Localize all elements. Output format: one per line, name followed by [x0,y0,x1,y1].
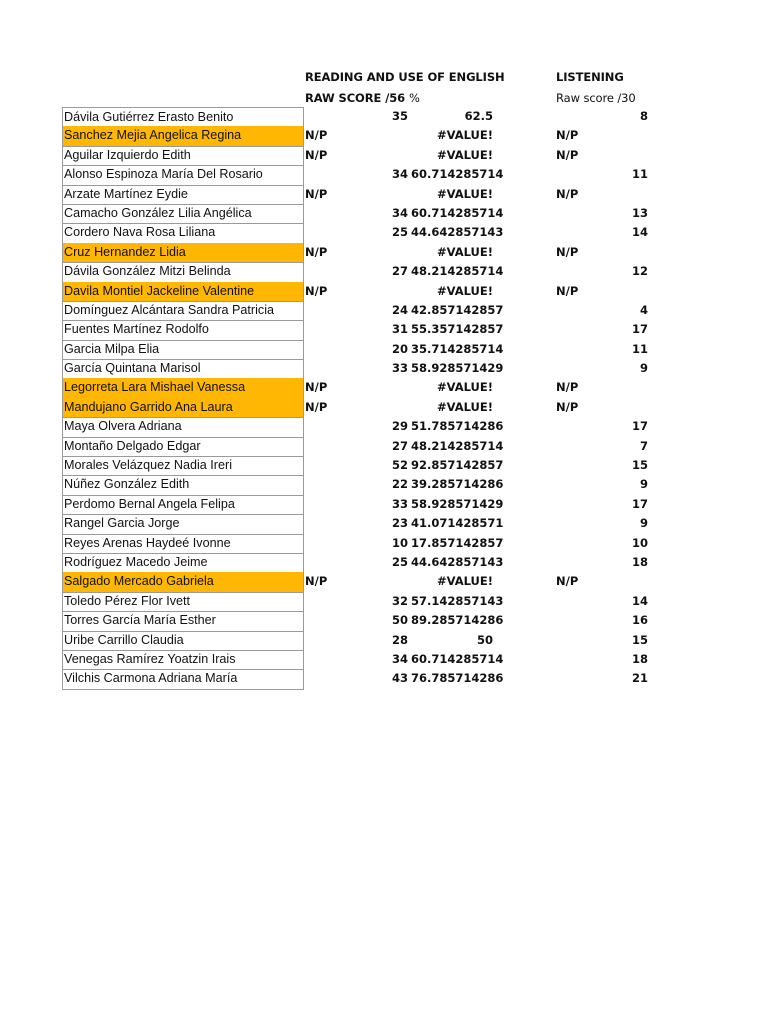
student-name-cell[interactable]: Cordero Nava Rosa Liliana [62,223,304,243]
listening-raw-score-cell[interactable]: 14 [631,225,648,240]
table-row [0,534,768,553]
table-row [0,282,768,301]
table-row [0,592,768,611]
reading-percent-cell[interactable]: #VALUE! [436,128,493,143]
reading-percent-cell[interactable]: 55.357142857 [411,322,504,337]
reading-percent-cell[interactable]: 92.857142857 [411,458,504,473]
reading-percent-cell[interactable]: 51.785714286 [411,419,504,434]
table-row [0,223,768,242]
reading-raw-score-cell[interactable]: 25 [391,554,408,569]
table-row [0,398,768,417]
reading-percent-cell[interactable]: 58.928571429 [411,361,504,376]
reading-percent-cell[interactable]: 41.071428571 [411,516,504,531]
reading-percent-cell[interactable]: 57.142857143 [411,593,504,608]
reading-percent-cell[interactable]: 35.714285714 [411,341,504,356]
listening-raw-score-cell[interactable]: 9 [639,477,648,492]
listening-raw-score-header: Raw score /30 [556,91,636,105]
table-row [0,301,768,320]
table-row [0,204,768,223]
reading-percent-cell[interactable]: 62.5 [464,109,493,123]
student-name-cell[interactable]: Garcia Milpa Elia [62,340,304,360]
listening-raw-score-cell[interactable]: 11 [631,341,648,356]
reading-raw-score-cell[interactable]: 50 [391,613,408,628]
student-name-cell[interactable]: García Quintana Marisol [62,359,304,379]
listening-raw-score-cell[interactable]: 16 [631,613,648,628]
table-row [0,669,768,688]
reading-raw-score-cell[interactable]: 27 [391,438,408,453]
table-row [0,146,768,165]
reading-raw-score-cell[interactable]: 33 [391,496,408,511]
reading-raw-score-cell[interactable]: 28 [391,632,408,647]
listening-np-cell[interactable]: N/P [556,128,579,143]
reading-np-cell[interactable]: N/P [305,128,328,143]
reading-percent-cell[interactable]: 58.928571429 [411,496,504,511]
reading-raw-score-cell[interactable]: 24 [391,302,408,317]
student-score-table [0,107,768,689]
student-name-cell[interactable]: Cruz Hernandez Lidia [62,243,304,263]
reading-raw-score-cell[interactable]: 27 [391,264,408,279]
reading-raw-score-cell[interactable]: 52 [391,458,408,473]
listening-raw-score-cell[interactable]: 7 [639,438,648,453]
student-name-cell[interactable]: Torres García María Esther [62,611,304,631]
table-row [0,572,768,591]
listening-raw-score-cell[interactable]: 21 [631,671,648,686]
reading-np-cell[interactable]: N/P [305,147,328,162]
reading-raw-score-cell[interactable]: 31 [391,322,408,337]
reading-raw-score-cell[interactable]: 22 [391,477,408,492]
reading-np-cell[interactable]: N/P [305,283,328,298]
student-name-cell[interactable]: Vilchis Carmona Adriana María [62,669,304,689]
student-name-cell[interactable]: Núñez González Edith [62,475,304,495]
table-row [0,165,768,184]
table-row [0,320,768,339]
reading-percent-cell[interactable]: #VALUE! [436,283,493,298]
reading-percent-cell[interactable]: 76.785714286 [411,671,504,686]
table-row [0,456,768,475]
reading-percent-cell[interactable]: 89.285714286 [411,613,504,628]
student-name-cell[interactable]: Uribe Carrillo Claudia [62,631,304,651]
reading-percent-cell[interactable]: 50 [476,632,493,647]
percent-header: % [409,91,420,105]
table-row [0,611,768,630]
reading-np-cell[interactable]: N/P [305,380,328,395]
student-name-cell[interactable]: Morales Velázquez Nadia Ireri [62,456,304,476]
listening-raw-score-cell[interactable]: 13 [631,205,648,220]
student-name-cell[interactable]: Toledo Pérez Flor Ivett [62,592,304,612]
student-name-cell[interactable]: Arzate Martínez Eydie [62,185,304,205]
listening-section-title: LISTENING [556,70,624,84]
table-row [0,243,768,262]
student-name-cell[interactable]: Domínguez Alcántara Sandra Patricia [62,301,304,321]
student-name-cell[interactable]: Rangel Garcia Jorge [62,514,304,534]
reading-percent-cell[interactable]: 17.857142857 [411,535,504,550]
student-name-cell[interactable]: Davila Montiel Jackeline Valentine [62,282,304,302]
reading-percent-cell[interactable]: 44.642857143 [411,554,504,569]
reading-percent-cell[interactable]: #VALUE! [436,574,493,589]
table-row [0,553,768,572]
reading-raw-score-cell[interactable]: 29 [391,419,408,434]
student-name-cell[interactable]: Mandujano Garrido Ana Laura [62,398,304,418]
student-name-cell[interactable]: Aguilar Izquierdo Edith [62,146,304,166]
listening-raw-score-cell[interactable]: 4 [639,302,648,317]
table-row [0,359,768,378]
listening-raw-score-cell[interactable]: 17 [631,496,648,511]
student-name-cell[interactable]: Legorreta Lara Mishael Vanessa [62,378,304,398]
reading-raw-score-cell[interactable]: 20 [391,341,408,356]
student-name-cell[interactable]: Dávila González Mitzi Belinda [62,262,304,282]
listening-np-cell[interactable]: N/P [556,244,579,259]
student-name-cell[interactable]: Perdomo Bernal Angela Felipa [62,495,304,515]
listening-raw-score-cell[interactable]: 18 [631,651,648,666]
listening-raw-score-cell[interactable]: 11 [631,167,648,182]
reading-percent-cell[interactable]: #VALUE! [436,380,493,395]
table-row [0,514,768,533]
table-row [0,185,768,204]
listening-raw-score-cell[interactable]: 14 [631,593,648,608]
listening-raw-score-cell[interactable]: 12 [631,264,648,279]
reading-percent-cell[interactable]: 39.285714286 [411,477,504,492]
listening-np-cell[interactable]: N/P [556,283,579,298]
reading-raw-score-cell[interactable]: 32 [391,593,408,608]
reading-percent-cell[interactable]: #VALUE! [436,244,493,259]
listening-raw-score-cell[interactable]: 15 [631,632,648,647]
table-row [0,126,768,145]
table-row [0,417,768,436]
reading-raw-score-cell[interactable]: 25 [391,225,408,240]
reading-raw-score-cell[interactable]: 23 [391,516,408,531]
student-name-cell[interactable]: Alonso Espinoza María Del Rosario [62,165,304,185]
student-name-cell[interactable]: Fuentes Martínez Rodolfo [62,320,304,340]
student-name-cell[interactable]: Rodríguez Macedo Jeime [62,553,304,573]
listening-np-cell[interactable]: N/P [556,147,579,162]
reading-percent-cell[interactable]: 44.642857143 [411,225,504,240]
table-row [0,631,768,650]
reading-section-title: READING AND USE OF ENGLISH [305,70,505,84]
reading-percent-cell[interactable]: 60.714285714 [411,651,504,666]
table-row [0,262,768,281]
reading-raw-score-cell[interactable]: 34 [391,651,408,666]
student-name-cell[interactable]: Reyes Arenas Haydeé Ivonne [62,534,304,554]
student-name-cell[interactable]: Camacho González Lilia Angélica [62,204,304,224]
reading-percent-cell[interactable]: #VALUE! [436,147,493,162]
listening-raw-score-cell[interactable]: 9 [639,361,648,376]
listening-raw-score-cell[interactable]: 10 [631,535,648,550]
table-row [0,340,768,359]
reading-np-cell[interactable]: N/P [305,186,328,201]
table-row [0,495,768,514]
reading-percent-cell[interactable]: 42.857142857 [411,302,504,317]
student-name-cell[interactable]: Venegas Ramírez Yoatzin Irais [62,650,304,670]
reading-raw-score-cell[interactable]: 34 [391,205,408,220]
reading-percent-cell[interactable]: #VALUE! [436,399,493,414]
reading-raw-score-cell[interactable]: 33 [391,361,408,376]
listening-np-cell[interactable]: N/P [556,399,579,414]
table-row [0,378,768,397]
reading-np-cell[interactable]: N/P [305,399,328,414]
reading-raw-score-cell[interactable]: 10 [391,535,408,550]
student-name-cell[interactable]: Maya Olvera Adriana [62,417,304,437]
table-row [0,475,768,494]
listening-raw-score-cell[interactable]: 17 [631,419,648,434]
reading-percent-cell[interactable]: 48.214285714 [411,264,504,279]
table-row [0,437,768,456]
listening-np-cell[interactable]: N/P [556,574,579,589]
listening-raw-score-cell[interactable]: 9 [639,516,648,531]
reading-percent-cell[interactable]: 60.714285714 [411,167,504,182]
listening-raw-score-cell[interactable]: 18 [631,554,648,569]
reading-percent-cell[interactable]: 60.714285714 [411,205,504,220]
student-name-cell[interactable]: Dávila Gutiérrez Erasto Benito [62,107,304,127]
reading-percent-cell[interactable]: #VALUE! [436,186,493,201]
reading-raw-score-cell[interactable]: 34 [391,167,408,182]
listening-raw-score-cell[interactable]: 15 [631,458,648,473]
reading-raw-score-cell[interactable]: 43 [391,671,408,686]
listening-raw-score-cell[interactable]: 17 [631,322,648,337]
reading-np-cell[interactable]: N/P [305,244,328,259]
reading-percent-cell[interactable]: 48.214285714 [411,438,504,453]
raw-score-header: RAW SCORE /56 [305,91,406,105]
listening-np-cell[interactable]: N/P [556,186,579,201]
student-name-cell[interactable]: Sanchez Mejia Angelica Regina [62,126,304,146]
student-name-cell[interactable]: Salgado Mercado Gabriela [62,572,304,592]
table-row [0,650,768,669]
listening-np-cell[interactable]: N/P [556,380,579,395]
table-row [0,107,768,126]
reading-np-cell[interactable]: N/P [305,574,328,589]
reading-raw-score-cell[interactable]: 35 [391,109,408,123]
student-name-cell[interactable]: Montaño Delgado Edgar [62,437,304,457]
listening-raw-score-cell[interactable]: 8 [639,109,648,123]
